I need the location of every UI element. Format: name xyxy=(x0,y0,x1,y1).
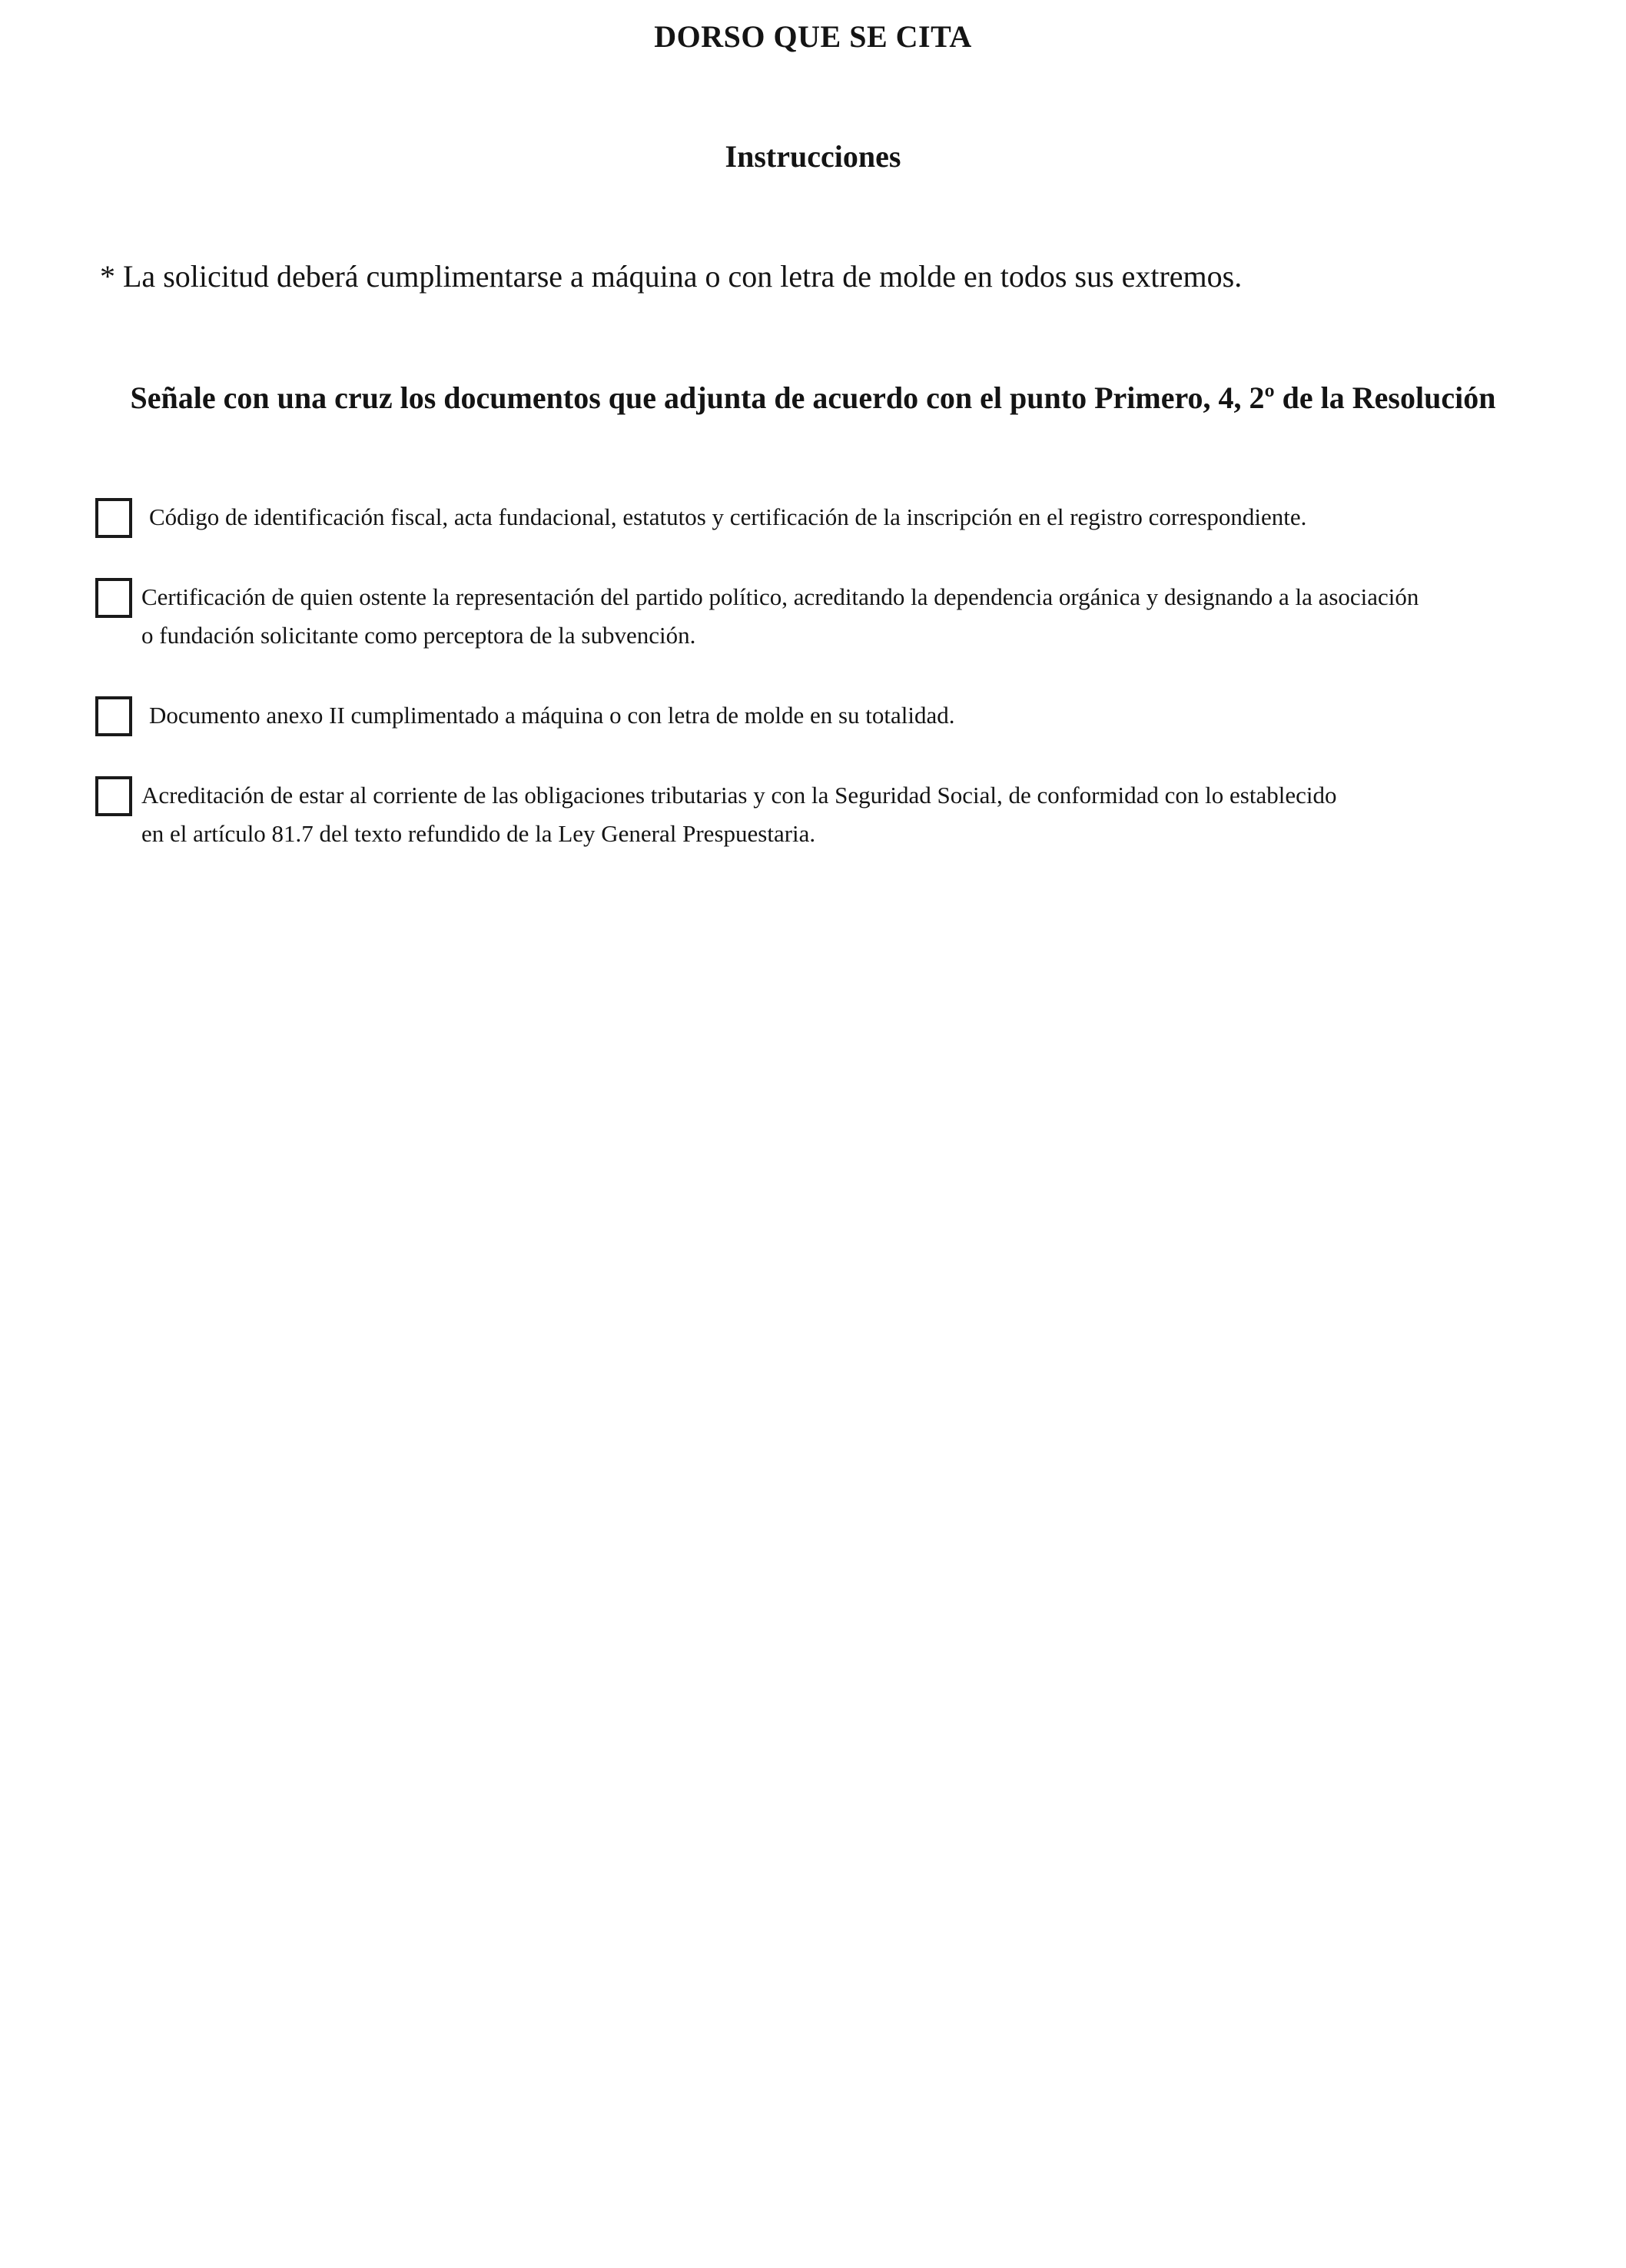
checklist-item-cif xyxy=(95,498,1555,536)
checkbox[interactable] xyxy=(95,776,132,816)
checklist-item-label: Código de identificación fiscal, acta fundacional, estatutos y certificación de la inscripción en el registro correspondiente. xyxy=(149,503,1307,530)
checklist-item-label: Documento anexo II cumplimentado a máquina o con letra de molde en su totalidad. xyxy=(149,702,955,729)
instruction-text: * La solicitud deberá cumplimentarse a máquina o con letra de molde en todos sus extremos. xyxy=(100,259,1243,294)
checklist-item-label-continued: en el artículo 81.7 del texto refundido de la Ley General Prespuestaria. xyxy=(141,820,816,847)
checklist-prompt: Señale con una cruz los documentos que adjunta de acuerdo con el punto Primero, 4, 2º de la Resolución xyxy=(130,380,1496,415)
checkbox[interactable] xyxy=(95,696,132,736)
checklist-item-certificacion xyxy=(95,578,1555,655)
checklist-item-label: Acreditación de estar al corriente de las obligaciones tributarias y con la Seguridad Social, de conformidad con lo establecido xyxy=(141,782,1337,809)
instructions-heading: Instrucciones xyxy=(725,139,901,174)
checklist-item-acreditacion xyxy=(95,776,1555,853)
checklist-item-label-continued: o fundación solicitante como perceptora de la subvención. xyxy=(141,622,696,649)
document-title: DORSO QUE SE CITA xyxy=(654,19,972,54)
checkbox[interactable] xyxy=(95,498,132,538)
document-checklist xyxy=(95,498,1555,853)
checklist-item-anexo xyxy=(95,696,1555,735)
checklist-item-label: Certificación de quien ostente la representación del partido político, acreditando la dependencia orgánica y designando a la asociación xyxy=(141,583,1419,610)
checkbox[interactable] xyxy=(95,578,132,618)
